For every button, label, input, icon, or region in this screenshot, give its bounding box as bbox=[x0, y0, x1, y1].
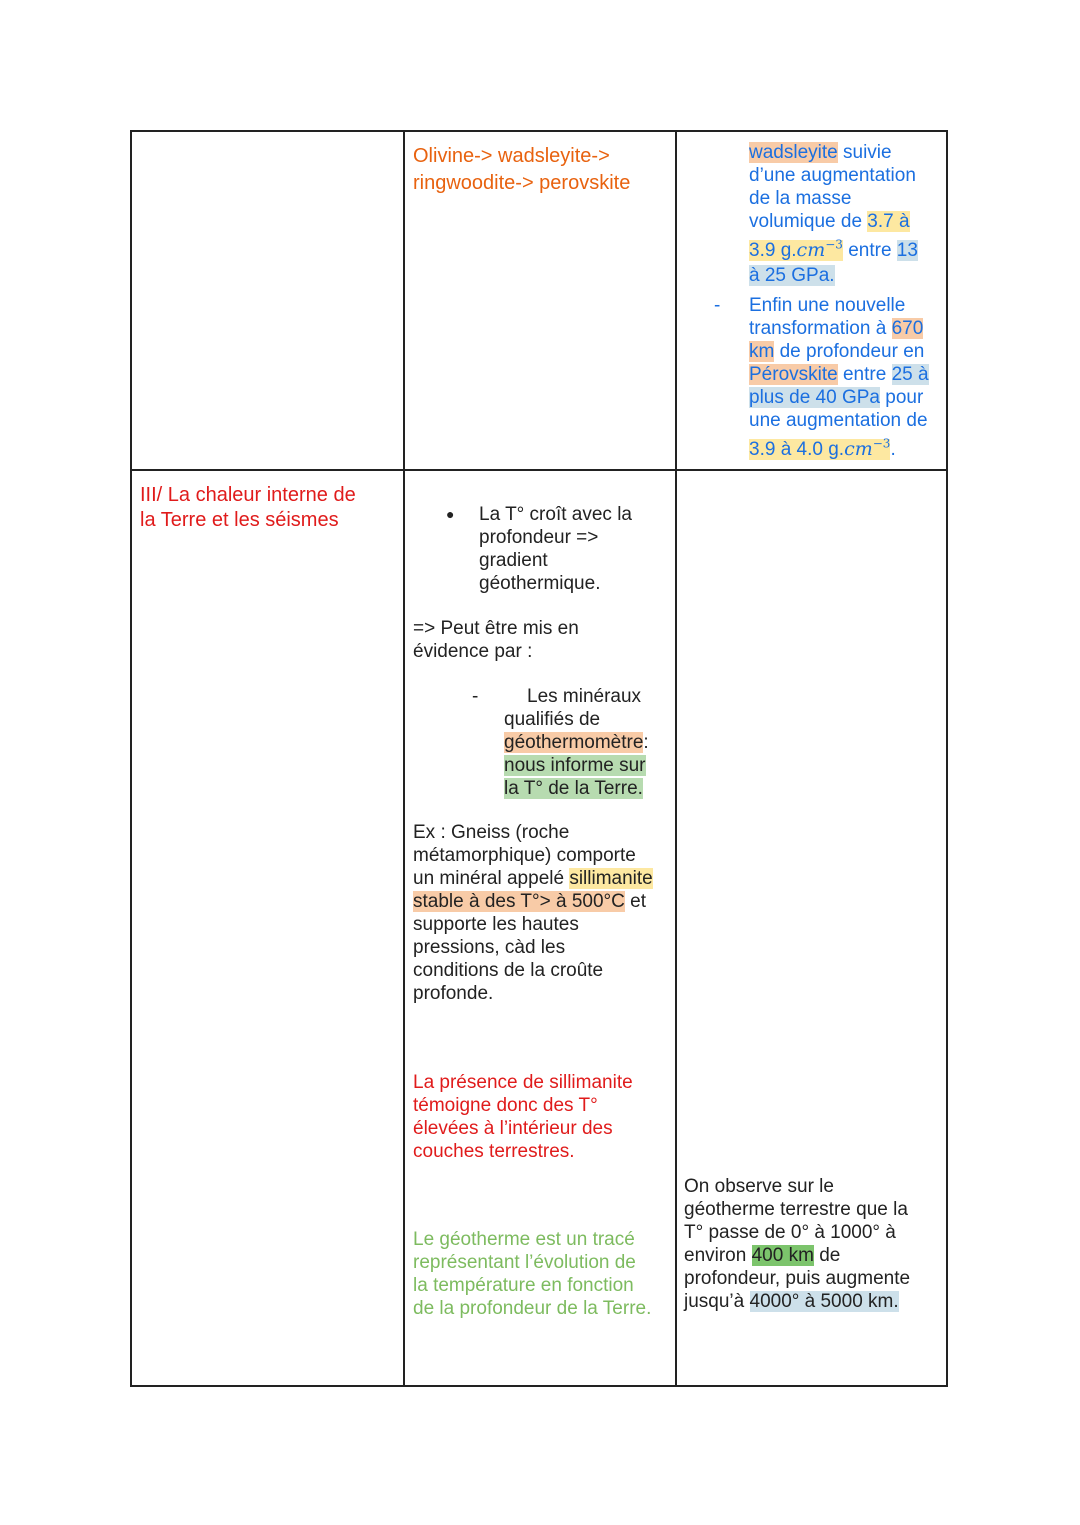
note-line: d’une augmentation bbox=[749, 165, 916, 186]
note-text: pour bbox=[879, 387, 924, 408]
geotherme-definition bbox=[413, 1228, 651, 1320]
highlight-density-unit bbox=[749, 237, 843, 261]
highlight-400km: 400 km bbox=[751, 1245, 814, 1266]
bullet-line: profondeur => bbox=[479, 527, 599, 548]
heading-line-1: III/ La chaleur interne de bbox=[140, 484, 356, 506]
note-text: suivie bbox=[837, 142, 892, 163]
text-line: => Peut être mis en bbox=[413, 618, 579, 639]
note-text: entre bbox=[842, 240, 897, 261]
bullet-line: La T° croît avec la bbox=[479, 504, 632, 525]
highlight-pressure: plus de 40 GPa bbox=[749, 387, 880, 408]
highlight-depth: 670 bbox=[891, 318, 924, 339]
text-span: jusqu’à bbox=[684, 1291, 750, 1312]
highlight-pressure: à 25 GPa. bbox=[749, 265, 835, 286]
transformation-notes-2 bbox=[749, 294, 929, 461]
text-line: pressions, càd les bbox=[413, 937, 566, 958]
note-text: entre bbox=[837, 364, 892, 385]
note-line bbox=[749, 438, 929, 461]
highlight-info: nous informe sur bbox=[504, 755, 646, 776]
highlight-pressure: 13 bbox=[896, 240, 918, 261]
text-line: Le géotherme est un tracé bbox=[413, 1229, 635, 1250]
highlight-geothermometre: géothermomètre bbox=[504, 732, 644, 753]
bullet-line: géothermique. bbox=[479, 573, 601, 594]
highlight-info: la T° de la Terre. bbox=[504, 778, 643, 799]
highlight-density bbox=[749, 436, 891, 460]
note-line: une augmentation de bbox=[749, 410, 928, 431]
text-line bbox=[684, 1290, 910, 1313]
note-line bbox=[749, 239, 918, 262]
text-line: Ex : Gneiss (roche bbox=[413, 822, 570, 843]
note-text: volumique de bbox=[749, 211, 868, 232]
sequence-line-1: Olivine-> wadsleyite-> bbox=[413, 145, 610, 167]
sequence-line-2: ringwoodite-> perovskite bbox=[413, 172, 631, 194]
highlight-pressure: 25 à bbox=[891, 364, 929, 385]
row-divider bbox=[132, 469, 946, 471]
note-line: Enfin une nouvelle bbox=[749, 295, 906, 316]
text-span: : bbox=[643, 732, 649, 753]
highlight-stability: stable à des T°> à 500°C bbox=[413, 891, 625, 912]
bullet-line: gradient bbox=[479, 550, 548, 571]
text-line: couches terrestres. bbox=[413, 1141, 575, 1162]
example-paragraph bbox=[413, 821, 653, 1005]
note-text: transformation à bbox=[749, 318, 892, 339]
section-heading bbox=[140, 483, 356, 533]
unit-cm: cm bbox=[844, 438, 873, 460]
text-line: qualifiés de bbox=[504, 709, 601, 730]
highlight-temperature: 4000° à 5000 km. bbox=[749, 1291, 899, 1312]
text-span: de bbox=[813, 1245, 841, 1266]
text-line bbox=[504, 731, 649, 754]
observation-paragraph bbox=[684, 1175, 910, 1313]
highlight-depth: km bbox=[749, 341, 775, 362]
highlight-sillimanite: sillimanite bbox=[569, 868, 653, 889]
text-line: profondeur, puis augmente bbox=[684, 1268, 911, 1289]
text-line: évidence par : bbox=[413, 641, 533, 662]
transformation-notes bbox=[749, 141, 918, 287]
heading-line-2: la Terre et les séismes bbox=[140, 509, 339, 531]
text-line: témoigne donc des T° bbox=[413, 1095, 598, 1116]
text-line: Les minéraux bbox=[527, 686, 642, 707]
note-line bbox=[749, 386, 929, 409]
text-line: la température en fonction bbox=[413, 1275, 634, 1296]
highlight-wadsleyite: wadsleyite bbox=[749, 142, 838, 163]
bullet-icon: ● bbox=[446, 506, 455, 522]
unit-cm: cm bbox=[796, 239, 826, 261]
column-divider-1 bbox=[403, 132, 405, 1385]
note-line bbox=[749, 363, 929, 386]
minerals-item bbox=[504, 685, 649, 800]
dash-marker: - bbox=[714, 295, 721, 316]
gradient-bullet bbox=[479, 503, 632, 595]
text-line: T° passe de 0° à 1000° à bbox=[684, 1222, 896, 1243]
text-line: supporte les hautes bbox=[413, 914, 579, 935]
note-text: 3.9 à 4.0 g. bbox=[749, 439, 845, 460]
unit-exponent: −3 bbox=[872, 436, 891, 451]
note-line: de la masse bbox=[749, 188, 852, 209]
text-line bbox=[684, 1244, 910, 1267]
note-line bbox=[749, 340, 929, 363]
text-span: un minéral appelé bbox=[413, 868, 570, 889]
highlight-density-range: 3.7 à bbox=[867, 211, 910, 232]
highlight-perovskite: Pérovskite bbox=[749, 364, 838, 385]
text-line: métamorphique) comporte bbox=[413, 845, 636, 866]
column-divider-2 bbox=[675, 132, 677, 1385]
text-line: La présence de sillimanite bbox=[413, 1072, 633, 1093]
text-span: environ bbox=[684, 1245, 752, 1266]
note-line bbox=[749, 317, 929, 340]
text-line: profonde. bbox=[413, 983, 494, 1004]
note-line bbox=[749, 141, 918, 164]
text-line: géotherme terrestre que la bbox=[684, 1199, 908, 1220]
unit-exponent: −3 bbox=[825, 237, 843, 252]
conclusion-paragraph bbox=[413, 1071, 633, 1163]
text-line: représentant l’évolution de bbox=[413, 1252, 636, 1273]
text-span: et bbox=[624, 891, 646, 912]
note-text: 3.9 g. bbox=[749, 240, 797, 261]
note-text: . bbox=[890, 439, 896, 460]
text-line bbox=[413, 867, 653, 890]
evidence-intro bbox=[413, 617, 579, 663]
note-text: de profondeur en bbox=[774, 341, 925, 362]
text-line bbox=[504, 754, 649, 777]
text-line bbox=[413, 890, 653, 913]
text-line: élevées à l’intérieur des bbox=[413, 1118, 613, 1139]
text-line: On observe sur le bbox=[684, 1176, 834, 1197]
note-line bbox=[749, 210, 918, 233]
text-line: de la profondeur de la Terre. bbox=[413, 1298, 652, 1319]
mineral-sequence bbox=[413, 143, 630, 197]
text-line bbox=[504, 777, 649, 800]
dash-marker: - bbox=[472, 686, 479, 707]
note-line bbox=[749, 264, 918, 287]
text-line: conditions de la croûte bbox=[413, 960, 604, 981]
